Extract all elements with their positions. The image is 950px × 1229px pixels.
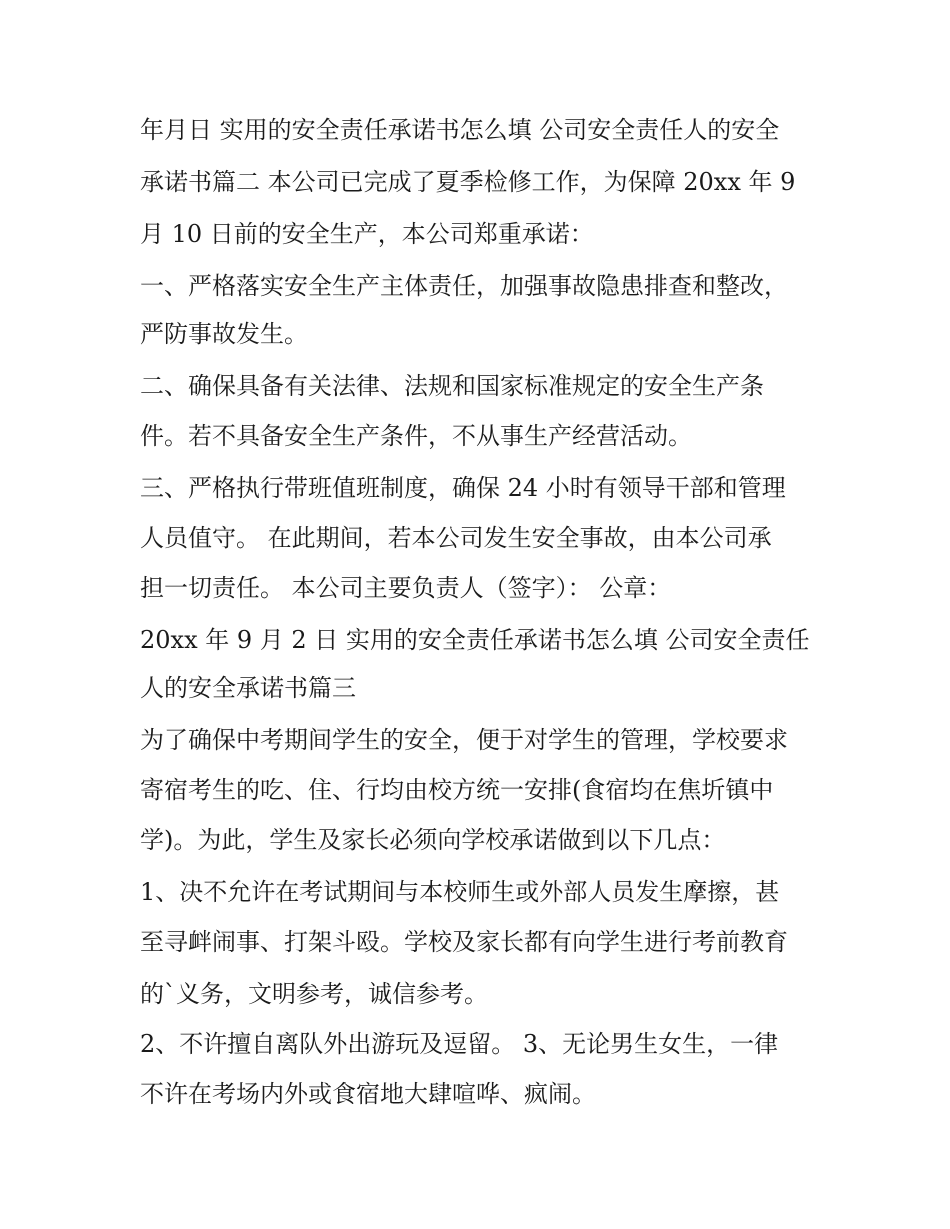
text-line: 二、确保具备有关法律、法规和国家标准规定的安全生产条 [140, 372, 764, 400]
text-line: 一、严格落实安全生产主体责任，加强事故隐患排查和整改， [140, 272, 788, 300]
text-line: 不许在考场内外或食宿地大肆喧哗、疯闹。 [140, 1080, 596, 1108]
text-line: 承诺书篇二 本公司已完成了夏季检修工作，为保障 20xx 年 9 [140, 168, 796, 196]
text-line: 担一切责任。 本公司主要负责人（签字）： 公章： [140, 574, 672, 602]
text-line: 20xx 年 9 月 2 日 实用的安全责任承诺书怎么填 公司安全责任 [140, 626, 810, 654]
text-line: 为了确保中考期间学生的安全，便于对学生的管理，学校要求 [140, 726, 788, 754]
text-line: 月 10 日前的安全生产，本公司郑重承诺： [140, 220, 594, 248]
text-line: 2、不许擅自离队外出游玩及逗留。 3、无论男生女生，一律 [140, 1030, 779, 1058]
text-line: 严防事故发生。 [140, 320, 308, 348]
text-line: 年月日 实用的安全责任承诺书怎么填 公司安全责任人的安全 [140, 116, 780, 144]
text-line: 人的安全承诺书篇三 [140, 674, 356, 702]
text-line: 学)。为此，学生及家长必须向学校承诺做到以下几点： [140, 826, 726, 854]
text-line: 1、决不允许在考试期间与本校师生或外部人员发生摩擦，甚 [140, 878, 780, 906]
text-line: 寄宿考生的吃、住、行均由校方统一安排(食宿均在焦圻镇中 [140, 776, 774, 804]
text-line: 至寻衅闹事、打架斗殴。学校及家长都有向学生进行考前教育 [140, 928, 788, 956]
text-line: 的`义务，文明参考，诚信参考。 [140, 980, 488, 1008]
text-line: 三、严格执行带班值班制度，确保 24 小时有领导干部和管理 [140, 474, 786, 502]
text-line: 件。若不具备安全生产条件，不从事生产经营活动。 [140, 422, 692, 450]
text-line: 人员值守。 在此期间，若本公司发生安全事故，由本公司承 [140, 524, 772, 552]
